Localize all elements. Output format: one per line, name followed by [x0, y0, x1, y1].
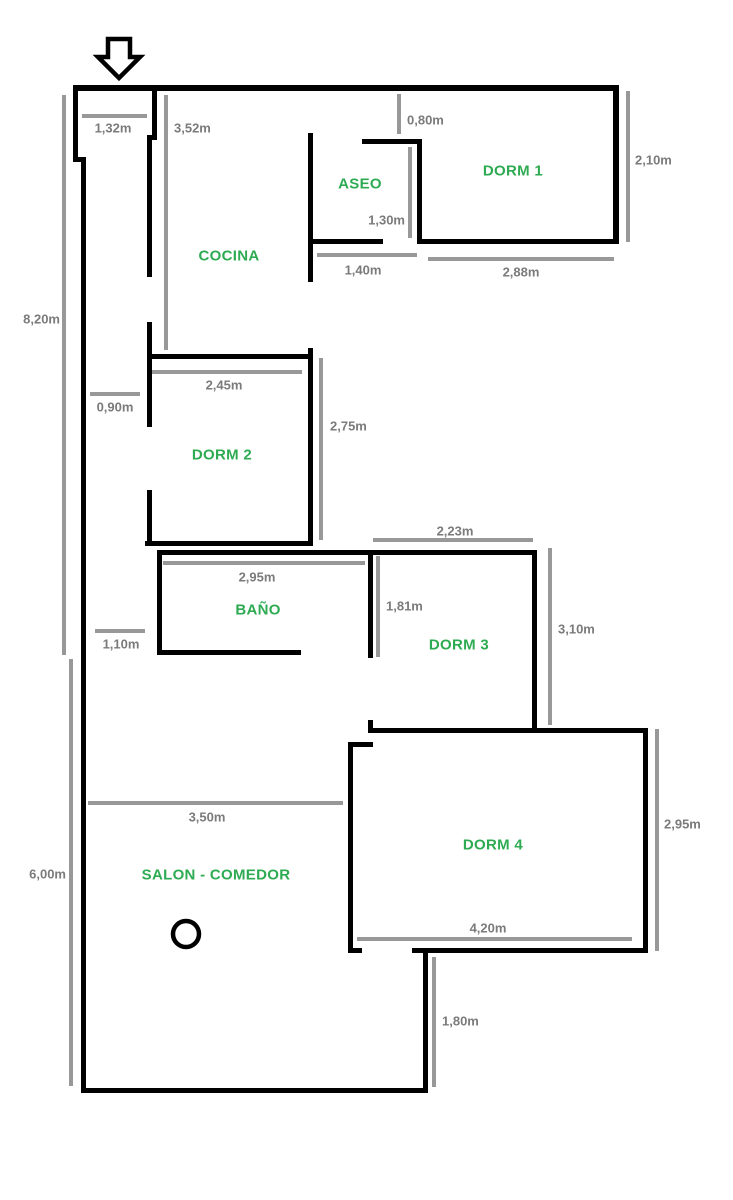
measurement-label-hall2-width: 1,10m — [102, 636, 140, 652]
measurement-label-dorm4-height: 2,95m — [664, 816, 701, 832]
measurement-label-dorm1-height: 2,10m — [635, 152, 672, 168]
room-label-aseo: ASEO — [338, 175, 382, 193]
measurement-label-hall-width: 1,40m — [344, 262, 382, 278]
measurement-label-salon-exit: 1,80m — [442, 1013, 479, 1029]
measurement-label-dorm4-width: 4,20m — [469, 920, 507, 936]
measurement-label-bano-width: 2,95m — [238, 569, 276, 585]
room-label-cocina: COCINA — [198, 247, 260, 265]
room-label-salon: SALON - COMEDOR — [141, 866, 291, 884]
measurement-label-entry-width: 1,32m — [94, 120, 132, 136]
measurement-label-salon-width: 3,50m — [188, 809, 226, 825]
measurement-label-dorm1-width: 2,88m — [502, 264, 540, 280]
measurement-label-dorm1-door: 0,80m — [407, 112, 444, 128]
measurement-label-dorm2-width: 2,45m — [205, 377, 243, 393]
measurement-label-dorm3-height: 3,10m — [558, 621, 595, 637]
room-label-dorm2: DORM 2 — [191, 446, 253, 464]
room-label-dorm4: DORM 4 — [462, 836, 524, 854]
measurement-label-salon-height: 6,00m — [29, 866, 66, 882]
measurement-label-aseo-height: 1,30m — [368, 212, 405, 228]
measurement-label-bano-height: 1,81m — [386, 598, 423, 614]
measurement-label-cocina-height: 3,52m — [174, 120, 211, 136]
measurement-label-dorm3-width: 2,23m — [436, 523, 474, 539]
room-label-dorm1: DORM 1 — [482, 162, 544, 180]
measurement-label-dorm2-height: 2,75m — [330, 418, 367, 434]
room-label-dorm3: DORM 3 — [428, 636, 490, 654]
measurement-label-corridor-width: 0,90m — [96, 399, 134, 415]
room-label-bano: BAÑO — [235, 601, 281, 619]
measurement-label-left-height: 8,20m — [23, 311, 60, 327]
